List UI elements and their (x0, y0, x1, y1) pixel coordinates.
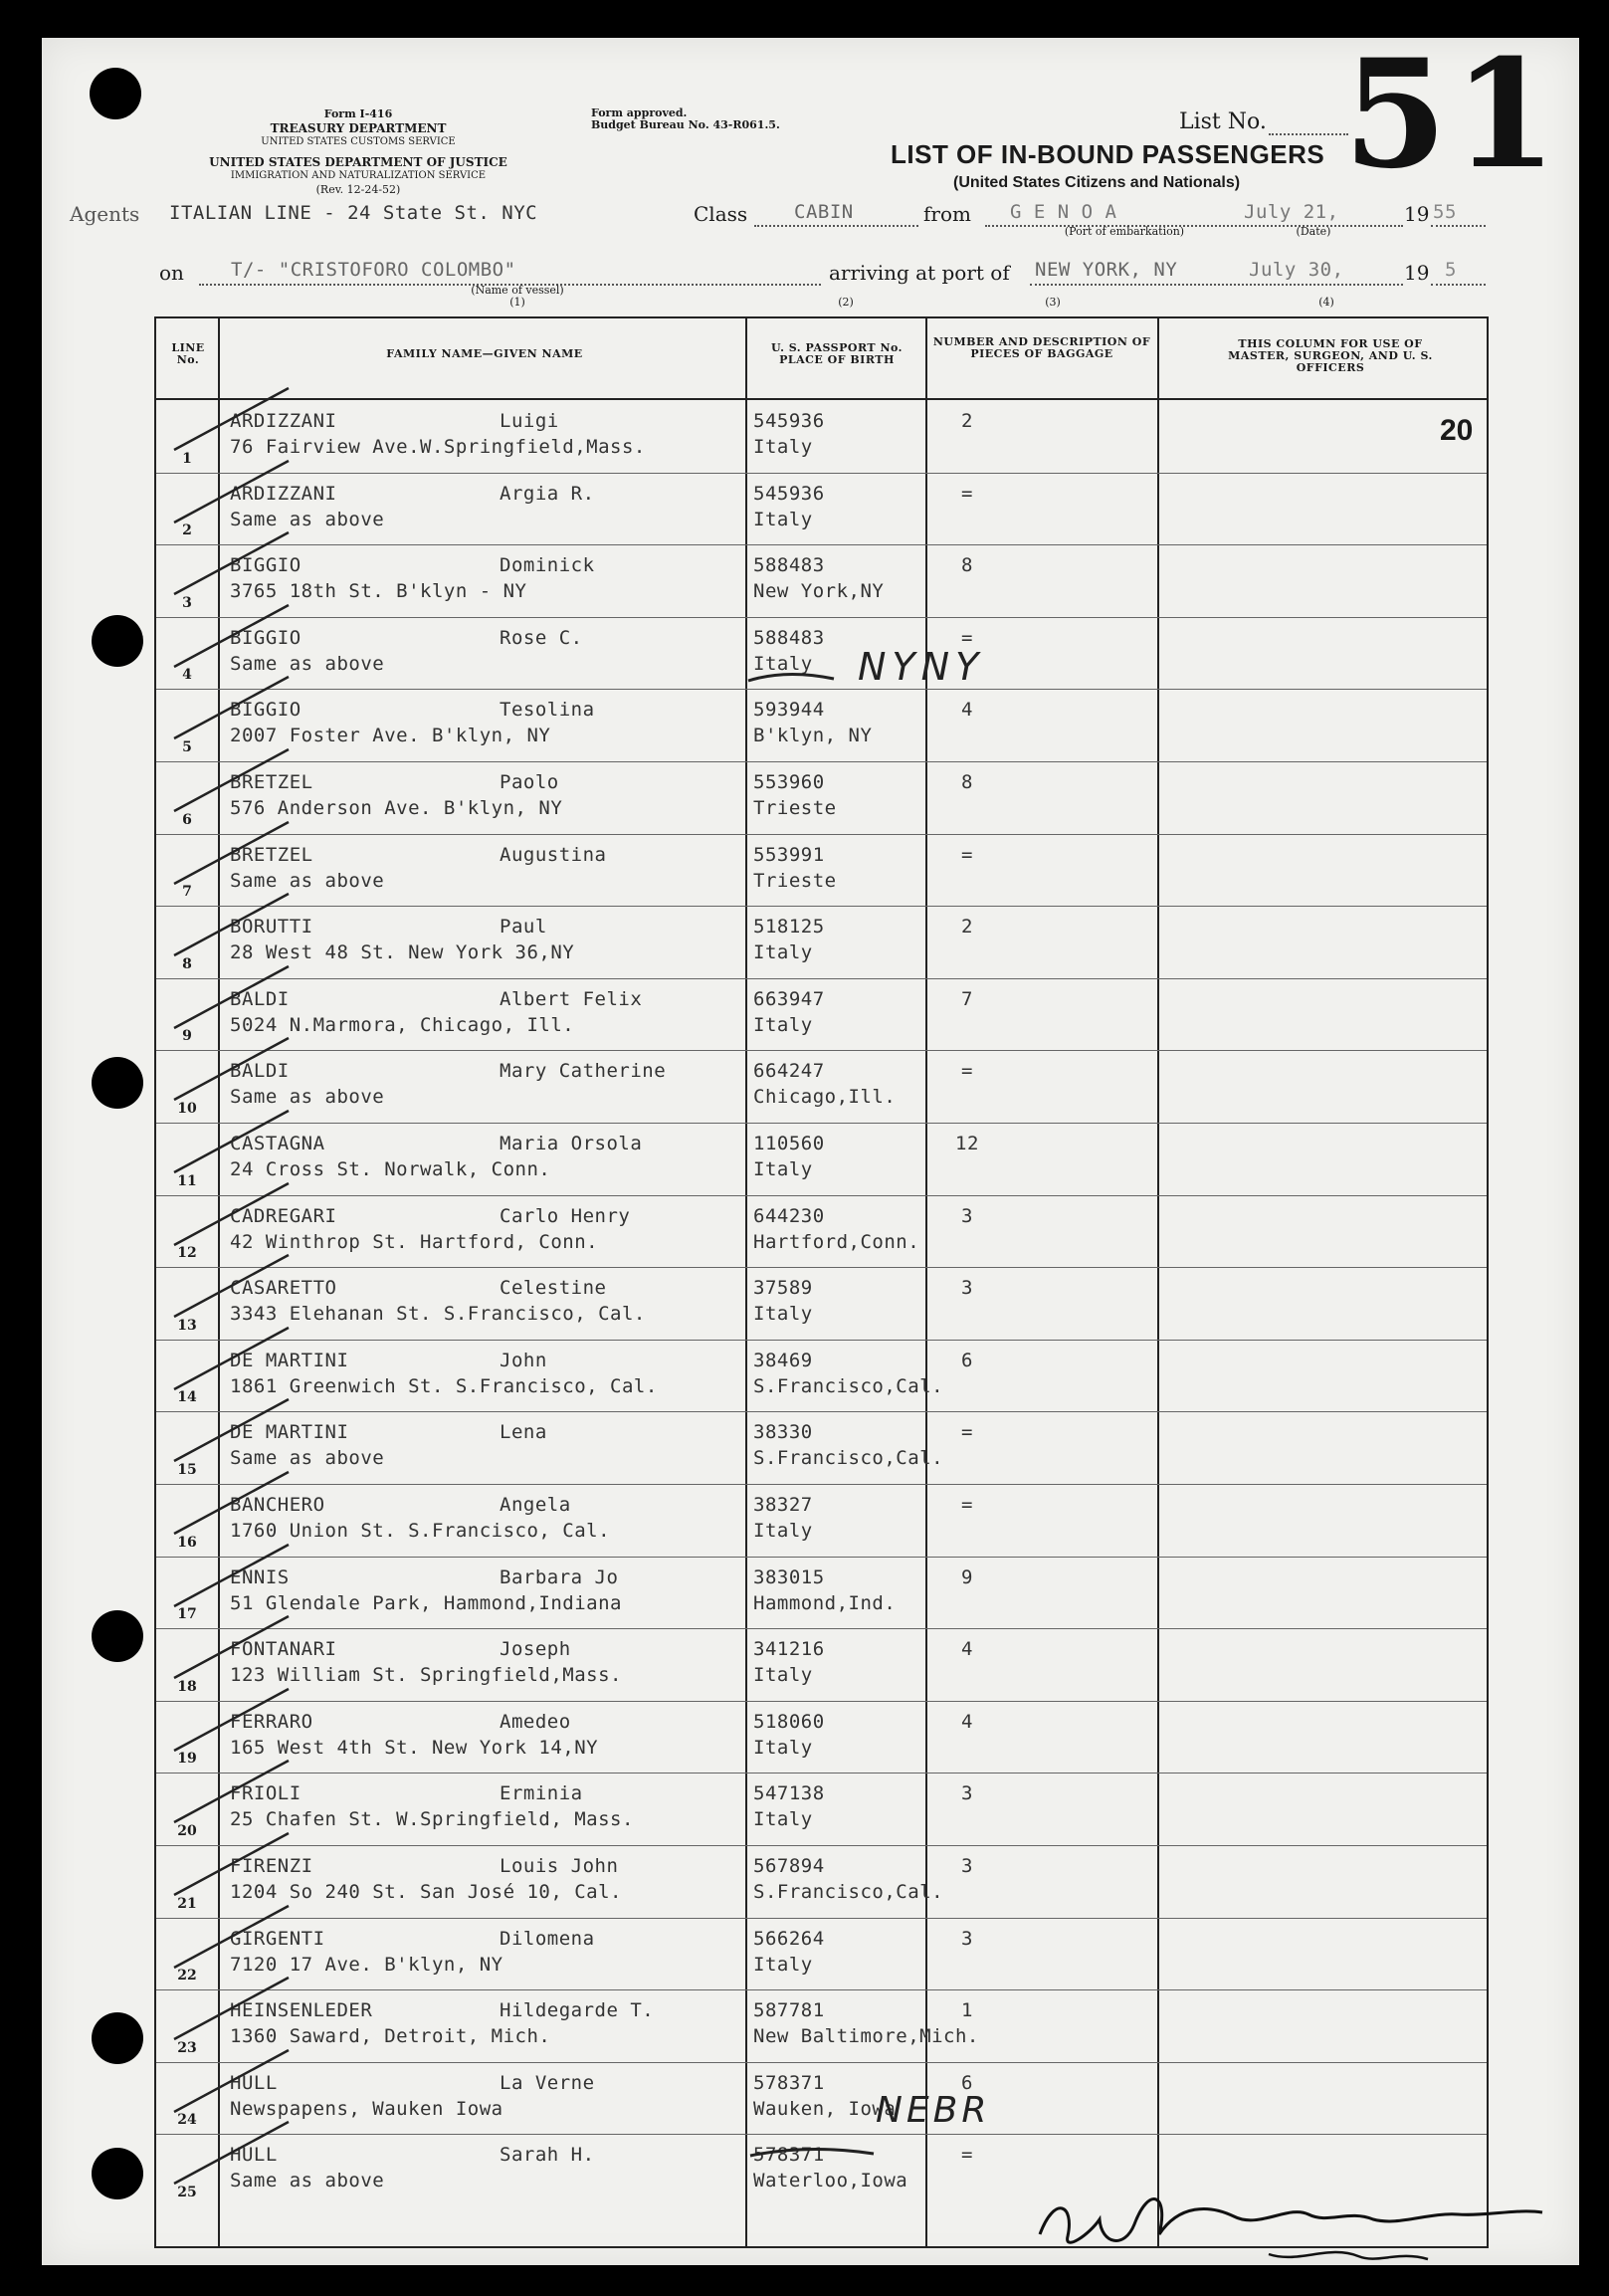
header-passport: U. S. PASSPORT No. PLACE OF BIRTH (771, 341, 903, 366)
date-value: July 21, (1244, 201, 1339, 223)
arrival-year-prefix: 19 (1404, 261, 1430, 285)
family-name: HEINSENLEDER (230, 1999, 373, 2022)
table-row (156, 1628, 1487, 1702)
line-number: 13 (177, 1317, 197, 1334)
family-name: BIGGIO (230, 699, 302, 722)
address: 2007 Foster Ave. B'klyn, NY (230, 725, 551, 747)
passport-number: 566264 (753, 1927, 825, 1950)
list-no-label: List No. (1179, 109, 1267, 134)
family-name: BALDI (230, 987, 290, 1010)
family-name: CADREGARI (230, 1204, 337, 1227)
from-label: from (923, 202, 971, 226)
address: 1861 Greenwich St. S.Francisco, Cal. (230, 1374, 658, 1397)
family-name: HULL (230, 2144, 278, 2167)
line-number: 12 (177, 1245, 197, 1262)
place-of-birth: Italy (753, 941, 813, 964)
given-name: Lena (500, 1421, 547, 1444)
col-num-3: (3) (1045, 296, 1061, 309)
line-number: 1 (182, 450, 192, 467)
address: Same as above (230, 1447, 385, 1470)
line-number: 16 (177, 1534, 197, 1551)
table-row (156, 1557, 1487, 1630)
arrival-year-suffix: 5 (1445, 259, 1457, 281)
list-no-line (1269, 133, 1348, 135)
table-row (156, 1411, 1487, 1485)
passport-number: 38469 (753, 1349, 813, 1371)
passport-number: 547138 (753, 1782, 825, 1805)
place-of-birth: Italy (753, 1303, 813, 1326)
place-of-birth: New Baltimore,Mich. (753, 2025, 979, 2048)
place-of-birth: Wauken, Iowa (753, 2097, 897, 2120)
given-name: Hildegarde T. (500, 1999, 655, 2022)
table-row (156, 1918, 1487, 1991)
handwritten-correction-nyny: NYNY (858, 645, 985, 689)
place-of-birth: Trieste (753, 869, 837, 892)
passport-number: 644230 (753, 1204, 825, 1227)
table-header (156, 318, 1487, 400)
line-number: 9 (182, 1028, 192, 1045)
place-of-birth: S.Francisco,Cal. (753, 1374, 944, 1397)
table-row (156, 1123, 1487, 1196)
passport-number: 110560 (753, 1133, 825, 1154)
baggage-count: 3 (961, 1204, 973, 1227)
class-line (754, 225, 918, 227)
table-row (156, 544, 1487, 618)
place-of-birth: New York,NY (753, 580, 885, 603)
family-name: CASARETTO (230, 1277, 337, 1300)
baggage-count: = (961, 1421, 973, 1444)
form-header-left (149, 107, 567, 197)
family-name: BIGGIO (230, 554, 302, 577)
family-name: DE MARTINI (230, 1421, 349, 1444)
given-name: Paolo (500, 771, 559, 793)
justice-dept: UNITED STATES DEPARTMENT OF JUSTICE (209, 155, 507, 169)
family-name: CASTAGNA (230, 1133, 325, 1154)
family-name: FIRENZI (230, 1855, 313, 1877)
address: 1760 Union St. S.Francisco, Cal. (230, 1520, 611, 1542)
line-number: 18 (177, 1678, 197, 1695)
passport-number: 553960 (753, 771, 825, 793)
passport-number: 545936 (753, 410, 825, 432)
vessel-caption (438, 285, 597, 309)
address: 3343 Elehanan St. S.Francisco, Cal. (230, 1303, 646, 1326)
table-row (156, 761, 1487, 835)
family-name: DE MARTINI (230, 1349, 349, 1371)
address: 123 William St. Springfield,Mass. (230, 1664, 622, 1687)
baggage-count: = (961, 1060, 973, 1083)
treasury-dept: TREASURY DEPARTMENT (270, 121, 447, 135)
given-name: Erminia (500, 1782, 583, 1805)
place-of-birth: Italy (753, 1520, 813, 1542)
passenger-table (154, 316, 1489, 2248)
punch-hole (92, 615, 143, 667)
family-name: FONTANARI (230, 1638, 337, 1661)
passport-number: 587781 (753, 1999, 825, 2022)
place-of-birth: Trieste (753, 797, 837, 819)
passport-number: 663947 (753, 987, 825, 1010)
on-label: on (159, 261, 184, 285)
address: 576 Anderson Ave. B'klyn, NY (230, 797, 563, 819)
header-name: FAMILY NAME—GIVEN NAME (386, 347, 583, 360)
ins-service: IMMIGRATION AND NATURALIZATION SERVICE (230, 170, 487, 181)
address: 42 Winthrop St. Hartford, Conn. (230, 1230, 599, 1253)
family-name: BRETZEL (230, 843, 313, 866)
given-name: Carlo Henry (500, 1204, 631, 1227)
baggage-count: 2 (961, 916, 973, 939)
col-num-4: (4) (1318, 296, 1334, 309)
given-name: Argia R. (500, 482, 595, 505)
line-number: 25 (177, 2184, 197, 2200)
line-number: 4 (182, 667, 192, 684)
passport-number: 37589 (753, 1277, 813, 1300)
line-number: 2 (182, 522, 192, 539)
strikethrough-mark (746, 661, 836, 691)
line-number: 14 (177, 1389, 197, 1406)
given-name: La Verne (500, 2071, 595, 2094)
given-name: Paul (500, 916, 547, 939)
address: 5024 N.Marmora, Chicago, Ill. (230, 1013, 575, 1036)
given-name: Luigi (500, 410, 559, 432)
given-name: Mary Catherine (500, 1060, 667, 1083)
baggage-count: 8 (961, 554, 973, 577)
place-of-birth: Italy (753, 1808, 813, 1831)
place-of-birth: Waterloo,Iowa (753, 2170, 908, 2192)
address: 1360 Saward, Detroit, Mich. (230, 2025, 551, 2048)
given-name: John (500, 1349, 547, 1371)
given-name: Barbara Jo (500, 1565, 619, 1588)
passport-number: 578371 (753, 2071, 825, 2094)
punch-hole (90, 68, 141, 119)
year-prefix: 19 (1404, 202, 1430, 226)
header-officers: THIS COLUMN FOR USE OF MASTER, SURGEON, AND U. S. OFFICERS (1228, 337, 1433, 374)
form-subtitle: (United States Citizens and Nationals) (953, 174, 1241, 191)
year-suffix: 55 (1433, 201, 1457, 223)
baggage-count: = (961, 2144, 973, 2167)
table-row (156, 978, 1487, 1052)
table-row (156, 473, 1487, 546)
family-name: BALDI (230, 1060, 290, 1083)
line-number: 19 (177, 1751, 197, 1768)
line-number: 20 (177, 1822, 197, 1839)
baggage-count: = (961, 626, 973, 649)
place-of-birth: Italy (753, 508, 813, 530)
agents-label: Agents (70, 202, 140, 226)
baggage-count: 8 (961, 771, 973, 793)
passport-number: 341216 (753, 1638, 825, 1661)
address: 25 Chafen St. W.Springfield, Mass. (230, 1808, 634, 1831)
passport-number: 578371 (753, 2144, 825, 2167)
given-name: Albert Felix (500, 987, 643, 1010)
place-of-birth: S.Francisco,Cal. (753, 1447, 944, 1470)
place-of-birth: B'klyn, NY (753, 725, 873, 747)
passport-number: 567894 (753, 1855, 825, 1877)
passport-number: 383015 (753, 1565, 825, 1588)
given-name: Sarah H. (500, 2144, 595, 2167)
line-number: 15 (177, 1461, 197, 1478)
arriving-label: arriving at port of (829, 261, 1010, 285)
passenger-count-note: 20 (1440, 414, 1474, 447)
line-number: 8 (182, 955, 192, 972)
arrival-year-line (1431, 284, 1486, 286)
header-baggage: NUMBER AND DESCRIPTION OF PIECES OF BAGGAGE (932, 335, 1151, 360)
address: Same as above (230, 869, 385, 892)
given-name: Joseph (500, 1638, 571, 1661)
baggage-count: = (961, 482, 973, 505)
baggage-count: 3 (961, 1927, 973, 1950)
place-of-birth: Italy (753, 1736, 813, 1759)
revision: (Rev. 12-24-52) (315, 183, 401, 196)
address: 51 Glendale Park, Hammond,Indiana (230, 1591, 622, 1614)
address: 1204 So 240 St. San José 10, Cal. (230, 1881, 622, 1903)
place-of-birth: Hartford,Conn. (753, 1230, 920, 1253)
agent-value: ITALIAN LINE - 24 State St. NYC (169, 202, 538, 224)
passport-number: 593944 (753, 699, 825, 722)
table-row (156, 1773, 1487, 1846)
port-caption: (Port of embarkation) (1064, 225, 1185, 238)
line-number: 23 (177, 2039, 197, 2056)
family-name: FRIOLI (230, 1782, 302, 1805)
line-number: 7 (182, 884, 192, 901)
handwritten-correction-nebr: NEBR (876, 2090, 991, 2131)
baggage-count: = (961, 1494, 973, 1516)
table-row (156, 689, 1487, 762)
baggage-count: 4 (961, 1710, 973, 1733)
address: 28 West 48 St. New York 36,NY (230, 941, 575, 964)
address: Newspapens, Wauken Iowa (230, 2097, 503, 2120)
table-row (156, 1701, 1487, 1774)
table-row (156, 1050, 1487, 1124)
address: Same as above (230, 508, 385, 530)
given-name: Tesolina (500, 699, 595, 722)
vessel-col-num: (1) (509, 296, 525, 309)
given-name: Maria Orsola (500, 1133, 643, 1154)
address: Same as above (230, 1086, 385, 1109)
address: 3765 18th St. B'klyn - NY (230, 580, 527, 603)
given-name: Dominick (500, 554, 595, 577)
budget-bureau: Budget Bureau No. 43-R061.5. (591, 118, 780, 131)
family-name: GIRGENTI (230, 1927, 325, 1950)
passport-number: 588483 (753, 554, 825, 577)
table-row (156, 834, 1487, 908)
given-name: Augustina (500, 843, 607, 866)
family-name: ENNIS (230, 1565, 290, 1588)
table-row (156, 400, 1487, 474)
line-number: 17 (177, 1606, 197, 1623)
line-number: 6 (182, 811, 192, 828)
header-line-no: LINE No. (171, 341, 205, 366)
address: 7120 17 Ave. B'klyn, NY (230, 1953, 503, 1976)
line-number: 3 (182, 594, 192, 611)
given-name: Dilomena (500, 1927, 595, 1950)
given-name: Celestine (500, 1277, 607, 1300)
passport-number: 518060 (753, 1710, 825, 1733)
punch-hole (92, 1057, 143, 1109)
given-name: Angela (500, 1494, 571, 1516)
passport-number: 38330 (753, 1421, 813, 1444)
vessel-value: T/- "CRISTOFORO COLOMBO" (231, 259, 516, 281)
baggage-count: 3 (961, 1855, 973, 1877)
given-name: Amedeo (500, 1710, 571, 1733)
strikethrough-mark (748, 2138, 878, 2168)
passport-number: 38327 (753, 1494, 813, 1516)
family-name: ARDIZZANI (230, 410, 337, 432)
table-row (156, 906, 1487, 979)
line-number: 24 (177, 2112, 197, 2129)
line-number: 11 (177, 1172, 197, 1189)
table-row (156, 1267, 1487, 1341)
family-name: BORUTTI (230, 916, 313, 939)
punch-hole (92, 2148, 143, 2199)
baggage-count: 6 (961, 1349, 973, 1371)
line-number: 5 (182, 738, 192, 755)
form-title: LIST OF IN-BOUND PASSENGERS (891, 139, 1325, 169)
arrival-line (1030, 284, 1403, 286)
table-row (156, 1484, 1487, 1558)
place-of-birth: Hammond,Ind. (753, 1591, 897, 1614)
from-value: G E N O A (1010, 201, 1117, 223)
form-approved: Form approved. (591, 106, 688, 119)
passport-number: 553991 (753, 843, 825, 866)
baggage-count: 2 (961, 410, 973, 432)
family-name: BRETZEL (230, 771, 313, 793)
place-of-birth: S.Francisco,Cal. (753, 1881, 944, 1903)
baggage-count: 3 (961, 1782, 973, 1805)
list-number: 51 (1343, 27, 1563, 202)
officer-signature (1030, 2165, 1557, 2274)
baggage-count: 1 (961, 1999, 973, 2022)
year-line (1431, 225, 1486, 227)
table-row (156, 2062, 1487, 2136)
address: Same as above (230, 2170, 385, 2192)
place-of-birth: Italy (753, 1013, 813, 1036)
table-row (156, 1989, 1487, 2063)
punch-hole (92, 1610, 143, 1662)
arrival-date: July 30, (1249, 259, 1344, 281)
vessel-caption-text: (Name of vessel) (471, 284, 564, 297)
baggage-count: 9 (961, 1565, 973, 1588)
table-row (156, 1195, 1487, 1269)
table-row (156, 1340, 1487, 1413)
baggage-count: 3 (961, 1277, 973, 1300)
form-number: Form I-416 (323, 107, 393, 120)
passport-number: 518125 (753, 916, 825, 939)
passport-number: 664247 (753, 1060, 825, 1083)
arrival-port: NEW YORK, NY (1035, 259, 1178, 281)
family-name: ARDIZZANI (230, 482, 337, 505)
given-name: Louis John (500, 1855, 619, 1877)
address: 24 Cross St. Norwalk, Conn. (230, 1158, 551, 1180)
place-of-birth: Italy (753, 436, 813, 458)
address: 165 West 4th St. New York 14,NY (230, 1736, 599, 1759)
family-name: HULL (230, 2071, 278, 2094)
place-of-birth: Chicago,Ill. (753, 1086, 897, 1109)
date-caption: (Date) (1296, 225, 1331, 238)
address: 76 Fairview Ave.W.Springfield,Mass. (230, 436, 646, 458)
class-value: CABIN (794, 201, 854, 223)
baggage-count: 4 (961, 699, 973, 722)
form-approval (591, 107, 780, 131)
baggage-count: = (961, 843, 973, 866)
place-of-birth: Italy (753, 1158, 813, 1180)
place-of-birth: Italy (753, 1953, 813, 1976)
family-name: FERRARO (230, 1710, 313, 1733)
class-label: Class (694, 202, 748, 226)
table-row (156, 1845, 1487, 1919)
address: Same as above (230, 652, 385, 675)
line-number: 21 (177, 1895, 197, 1912)
passport-number: 545936 (753, 482, 825, 505)
passport-number: 588483 (753, 626, 825, 649)
punch-hole (92, 2012, 143, 2064)
baggage-count: 12 (955, 1133, 979, 1154)
family-name: BIGGIO (230, 626, 302, 649)
baggage-count: 7 (961, 987, 973, 1010)
line-number: 10 (177, 1100, 197, 1117)
place-of-birth: Italy (753, 1664, 813, 1687)
family-name: BANCHERO (230, 1494, 325, 1516)
baggage-count: 4 (961, 1638, 973, 1661)
customs-service: UNITED STATES CUSTOMS SERVICE (261, 136, 456, 147)
col-num-2: (2) (838, 296, 854, 309)
line-number: 22 (177, 1968, 197, 1984)
baggage-count: 6 (961, 2071, 973, 2094)
given-name: Rose C. (500, 626, 583, 649)
place-of-birth: Italy (753, 652, 813, 675)
